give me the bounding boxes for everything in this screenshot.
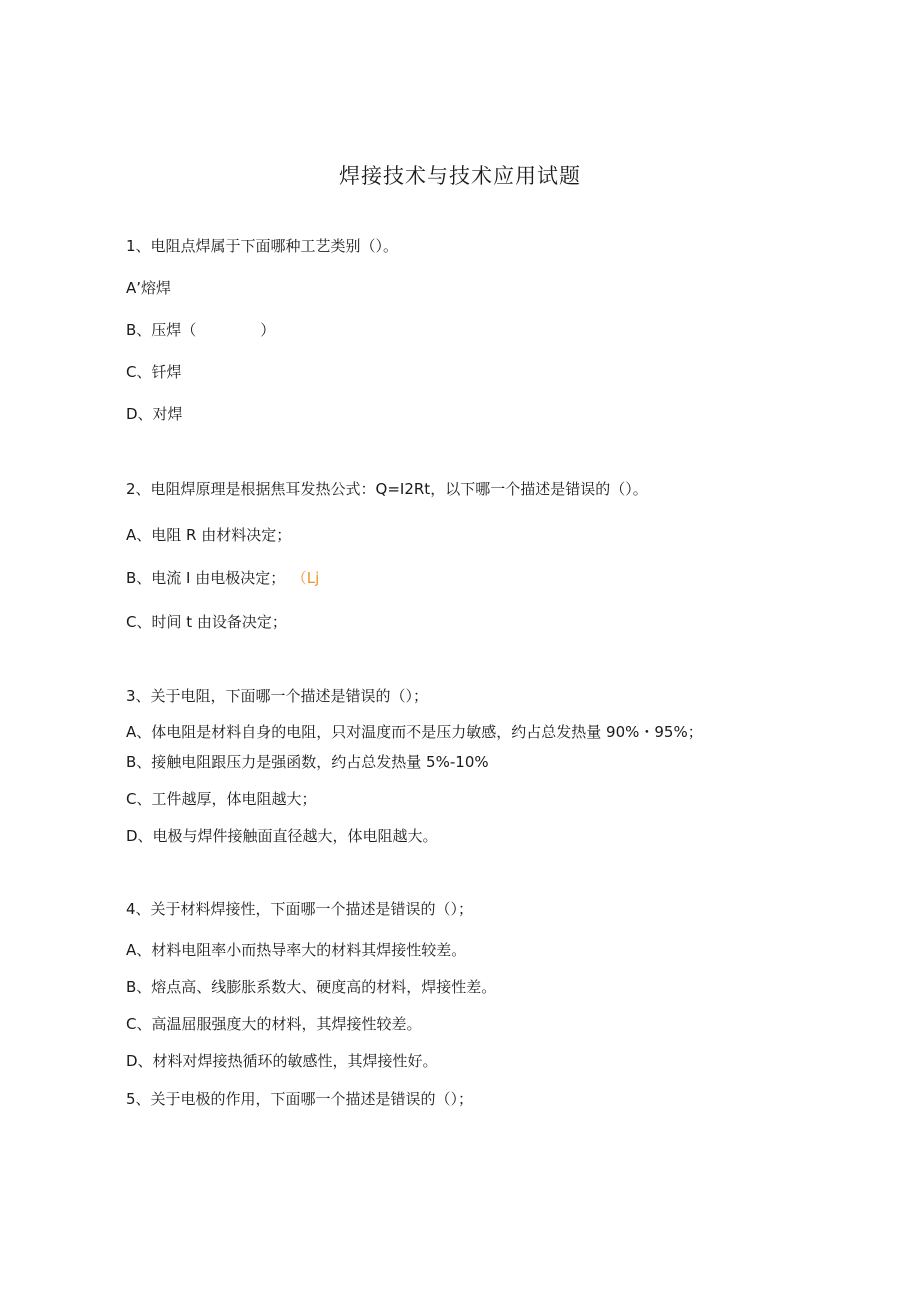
question-4-option-c: C、高温屈服强度大的材料，其焊接性较差。 (126, 1015, 422, 1033)
question-3-option-c: C、工件越厚，体电阻越大； (126, 790, 317, 808)
question-1-option-d: D、对焊 (126, 405, 183, 423)
question-4-option-d: D、材料对焊接热循环的敏感性，其焊接性好。 (126, 1052, 438, 1070)
question-1-option-c: C、钎焊 (126, 363, 182, 381)
question-1-option-b-text: B、压焊（ (126, 321, 197, 339)
question-1-option-b-close: ） (260, 321, 276, 339)
question-4-option-a: A、材料电阻率小而热导率大的材料其焊接性较差。 (126, 941, 467, 959)
question-1-option-b (126, 320, 275, 340)
question-3-option-a: A、体电阻是材料自身的电阻，只对温度而不是压力敏感，约占总发热量 90%・95%； (126, 723, 703, 741)
question-2-option-c: C、时间 t 由设备决定； (126, 613, 287, 631)
question-5-stem: 5、关于电极的作用，下面哪一个描述是错误的（）； (126, 1090, 474, 1108)
question-1-option-a: A’熔焊 (126, 279, 172, 297)
question-4-option-b: B、熔点高、线膨胀系数大、硬度高的材料，焊接性差。 (126, 978, 497, 996)
question-2-option-a: A、电阻 R 由材料决定； (126, 526, 292, 544)
document-title: 焊接技术与技术应用试题 (339, 164, 581, 188)
question-2-option-b-text: B、电流 I 由电极决定； (126, 569, 286, 587)
stray-mark: （Lj (299, 569, 320, 587)
question-3-option-d: D、电极与焊件接触面直径越大，体电阻越大。 (126, 827, 438, 845)
question-2-option-b (126, 568, 319, 588)
question-3-stem: 3、关于电阻，下面哪一个描述是错误的（）； (126, 687, 429, 705)
question-1-stem: 1、电阻点焊属于下面哪种工艺类别（）。 (126, 237, 399, 255)
question-4-stem: 4、关于材料焊接性，下面哪一个描述是错误的（）； (126, 900, 474, 918)
question-2-stem: 2、电阻焊原理是根据焦耳发热公式：Q=I2Rt，以下哪一个描述是错误的（）。 (126, 480, 648, 498)
question-3-option-b: B、接触电阻跟压力是强函数，约占总发热量 5%-10% (126, 753, 489, 771)
